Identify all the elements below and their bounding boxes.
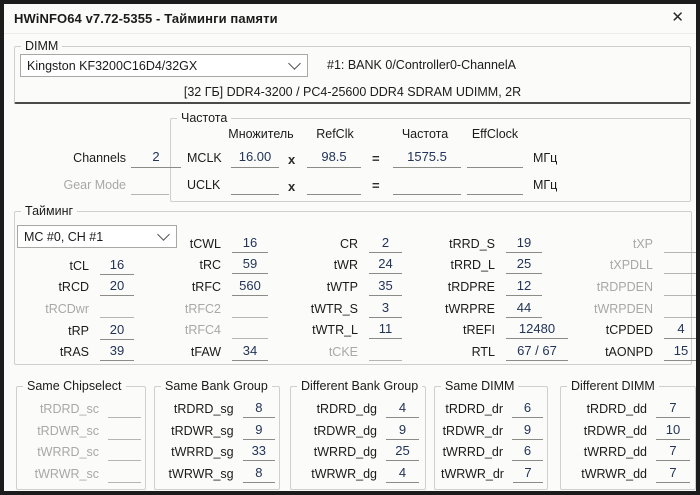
- timing-label: tRP: [68, 323, 89, 338]
- timing-value: 33: [243, 443, 275, 461]
- uclk-label: UCLK: [187, 178, 221, 192]
- table-row: [161, 442, 275, 464]
- timing-label: tRDRD_dg: [316, 401, 377, 416]
- timing-row-tRCD: [22, 277, 134, 299]
- timing-row-tXPDLL: [560, 255, 698, 277]
- mclk-effclock-value: [467, 149, 523, 168]
- timing-row-tRC: [144, 255, 268, 277]
- table-row: [567, 420, 691, 442]
- dimm-slot-info: #1: BANK 0/Controller0-ChannelA: [327, 58, 516, 72]
- table-row: [567, 442, 691, 464]
- timing-label: tFAW: [190, 344, 221, 359]
- timing-value: 8: [243, 465, 275, 483]
- table-row: [23, 463, 141, 485]
- timing-row-tRP: [22, 320, 134, 342]
- timing-value: [664, 235, 698, 253]
- table-row: [23, 442, 141, 464]
- timing-label: tRDWR_dd: [583, 423, 647, 438]
- timing-label: tWRRD_dg: [313, 445, 377, 460]
- window-title: HWiNFO64 v7.72-5355 - Тайминги памяти: [14, 11, 278, 26]
- table-row: [567, 398, 691, 420]
- timing-row-tRDPRE: [412, 276, 568, 298]
- timing-value: 560: [232, 278, 268, 296]
- same-dimm-group: [434, 379, 548, 490]
- titlebar: [4, 4, 696, 34]
- table-row: [297, 420, 421, 442]
- timing-value: [664, 300, 698, 318]
- timing-row-tCKE: [274, 341, 402, 363]
- timing-row-tRFC2: [144, 298, 268, 320]
- mclk-label: MCLK: [187, 151, 222, 165]
- timing-label: tWTR_S: [310, 301, 358, 316]
- frequency-header-frequency: Частота: [401, 127, 449, 141]
- table-row: [441, 398, 543, 420]
- timing-row-tCPDED: [560, 319, 698, 341]
- timing-label: tAONPD: [605, 344, 653, 359]
- timing-label: tRDRD_sg: [173, 401, 234, 416]
- timing-row-tREFI: [412, 319, 568, 341]
- timing-label: tCWL: [189, 236, 221, 251]
- channels-label: Channels: [73, 151, 126, 165]
- timing-label: tRDPRE: [447, 279, 495, 294]
- timing-group-label: Тайминг: [21, 204, 77, 218]
- table-row: [161, 420, 275, 442]
- timing-value: 2: [369, 235, 402, 253]
- timing-value: 4: [386, 465, 419, 483]
- timing-col-5: [560, 233, 698, 363]
- timing-row-tWRPRE: [412, 298, 568, 320]
- timing-label: tWRWR_dr: [441, 467, 504, 482]
- timing-label: tRCD: [58, 280, 89, 295]
- timing-value: 4: [386, 400, 419, 418]
- timing-col-1: [22, 255, 134, 363]
- same-bank-group-title: Same Bank Group: [161, 379, 272, 393]
- timing-value: [100, 300, 134, 318]
- timing-value: 67 / 67: [506, 343, 568, 361]
- timing-value: [232, 300, 268, 318]
- timing-value: 34: [232, 343, 268, 361]
- timing-label: tRRD_L: [450, 258, 495, 273]
- dimm-selector[interactable]: [20, 54, 308, 77]
- timing-row-tRFC4: [144, 319, 268, 341]
- timing-row-tXP: [560, 233, 698, 255]
- timing-value: 8: [243, 400, 275, 418]
- timing-label: tCL: [69, 258, 89, 273]
- timing-label: tRDWR_sc: [37, 423, 99, 438]
- timing-value: 7: [656, 443, 690, 461]
- timing-label: tRDRD_dr: [445, 401, 503, 416]
- timing-value: [108, 422, 141, 440]
- timing-value: 10: [656, 422, 690, 440]
- timing-value: 12: [506, 278, 542, 296]
- close-icon[interactable]: ✕: [671, 9, 684, 26]
- timing-label: tRCDwr: [45, 301, 89, 316]
- timing-value: 7: [513, 465, 543, 483]
- timing-label: tWRRD_sg: [171, 445, 234, 460]
- timing-value: [664, 256, 698, 274]
- timing-row-tWTP: [274, 276, 402, 298]
- table-row: [23, 420, 141, 442]
- different-dimm-group: [560, 379, 696, 490]
- timing-value: [108, 400, 141, 418]
- timing-value: 4: [664, 321, 698, 339]
- timing-label: tXPDLL: [609, 258, 653, 273]
- timing-value: 24: [369, 256, 402, 274]
- same-chipselect-group: [16, 379, 146, 490]
- timing-row-tCWL: [144, 233, 268, 255]
- same-dimm-title: Same DIMM: [441, 379, 518, 393]
- timing-row-RTL: [412, 341, 568, 363]
- timing-label: tRAS: [59, 345, 89, 360]
- timing-label: tCKE: [328, 344, 358, 359]
- timing-label: tRRD_S: [449, 236, 495, 251]
- timing-value: [664, 278, 698, 296]
- dimm-module-info: [32 ГБ] DDR4-3200 / PC4-25600 DDR4 SDRAM UDIMM, 2R: [183, 85, 522, 99]
- timing-value: 9: [243, 422, 275, 440]
- timing-row-tRAS: [22, 341, 134, 363]
- uclk-effclock-value: [467, 176, 523, 195]
- channels-value: 2: [131, 149, 181, 168]
- table-row: [161, 463, 275, 485]
- timing-value: 12480: [506, 321, 568, 339]
- timing-value: 20: [100, 322, 134, 340]
- timing-label: CR: [339, 236, 358, 251]
- timing-value: [232, 321, 268, 339]
- timing-value: 25: [506, 256, 542, 274]
- timing-row-tRCDwr: [22, 298, 134, 320]
- multiply-sign: x: [288, 179, 296, 194]
- timing-value: 16: [232, 235, 268, 253]
- timing-label: tXP: [632, 236, 653, 251]
- table-row: [567, 463, 691, 485]
- frequency-group-label: Частота: [177, 111, 231, 125]
- timing-label: tWRWR_sg: [168, 467, 234, 482]
- timing-label: tRDRD_sc: [39, 401, 99, 416]
- different-bank-group: [290, 379, 426, 490]
- mclk-frequency-value: 1575.5: [393, 149, 461, 168]
- timing-label: tWRRD_dr: [442, 445, 503, 460]
- timing-value: 25: [386, 443, 419, 461]
- frequency-header-effclock: EffClock: [471, 127, 519, 141]
- timing-label: tWRWR_dd: [581, 467, 647, 482]
- chevron-down-icon: [288, 57, 301, 70]
- timing-label: tWR: [333, 258, 358, 273]
- timing-value: [108, 465, 141, 483]
- timing-value: 6: [512, 443, 543, 461]
- timing-label: RTL: [471, 344, 495, 359]
- same-chipselect-title: Same Chipselect: [23, 379, 126, 393]
- timing-value: [369, 343, 402, 361]
- timing-channel-selector-value: MC #0, CH #1: [24, 229, 104, 244]
- timing-value: 15: [664, 343, 698, 361]
- timing-value: 20: [100, 278, 134, 296]
- uclk-frequency-value: [393, 176, 461, 195]
- mclk-unit: МГц: [533, 151, 558, 165]
- different-bank-group-title: Different Bank Group: [297, 379, 422, 393]
- table-row: [297, 463, 421, 485]
- frequency-header-refclk: RefClk: [316, 127, 354, 141]
- timing-label: tWTR_L: [312, 323, 358, 338]
- timing-col-2: [144, 233, 268, 363]
- timing-row-tWTR_S: [274, 298, 402, 320]
- gear-mode-value: [131, 176, 169, 195]
- timing-label: tRFC: [191, 279, 221, 294]
- timing-row-tRRD_S: [412, 233, 568, 255]
- timing-label: tRDWR_dg: [313, 423, 377, 438]
- timing-value: 59: [232, 256, 268, 274]
- timing-label: tWRRD_sc: [37, 445, 99, 460]
- timing-label: tWRPDEN: [593, 301, 653, 316]
- frequency-header-multiplier: Множитель: [228, 127, 294, 141]
- timing-value: 19: [506, 235, 542, 253]
- timing-row-tFAW: [144, 341, 268, 363]
- timing-value: 9: [512, 422, 543, 440]
- mclk-refclk-value: 98.5: [307, 149, 361, 168]
- timing-value: 3: [369, 300, 402, 318]
- timing-value: 7: [656, 465, 690, 483]
- timing-value: 9: [386, 422, 419, 440]
- timing-label: tRDRD_dd: [586, 401, 647, 416]
- table-row: [441, 463, 543, 485]
- dimm-selector-value: Kingston KF3200C16D4/32GX: [27, 58, 198, 73]
- timing-label: tRC: [199, 258, 221, 273]
- timing-row-tCL: [22, 255, 134, 277]
- uclk-multiplier-value: [231, 176, 279, 195]
- timing-label: tRFC2: [184, 301, 221, 316]
- timing-label: tRDWR_dr: [442, 423, 503, 438]
- timing-value: 11: [369, 321, 402, 339]
- mclk-multiplier-value: 16.00: [231, 149, 279, 168]
- timing-label: tREFI: [463, 323, 495, 338]
- table-row: [297, 442, 421, 464]
- timing-value: 44: [506, 300, 542, 318]
- table-row: [297, 398, 421, 420]
- timing-label: tWRWR_sc: [34, 467, 99, 482]
- timing-row-tRFC: [144, 276, 268, 298]
- timing-col-3: [274, 233, 402, 363]
- table-row: [441, 442, 543, 464]
- timing-row-tAONPD: [560, 341, 698, 363]
- timing-row-tWR: [274, 255, 402, 277]
- uclk-unit: МГц: [533, 178, 558, 192]
- same-bank-group: [154, 379, 280, 490]
- timing-row-tWTR_L: [274, 319, 402, 341]
- timing-row-tRRD_L: [412, 255, 568, 277]
- timing-col-4: [412, 233, 568, 363]
- uclk-refclk-value: [307, 176, 361, 195]
- timing-label: tWRWR_dg: [311, 467, 377, 482]
- timing-value: [108, 443, 141, 461]
- timing-row-CR: [274, 233, 402, 255]
- different-dimm-title: Different DIMM: [567, 379, 659, 393]
- table-row: [23, 398, 141, 420]
- timing-label: tCPDED: [605, 323, 653, 338]
- timing-label: tRFC4: [184, 323, 221, 338]
- timing-label: tWTP: [326, 279, 358, 294]
- timing-label: tWRPRE: [445, 301, 495, 316]
- timing-value: 35: [369, 278, 402, 296]
- equals-sign: =: [372, 178, 380, 193]
- timing-value: 16: [100, 257, 134, 275]
- timing-label: tWRRD_dd: [583, 445, 647, 460]
- table-row: [161, 398, 275, 420]
- equals-sign: =: [372, 151, 380, 166]
- timing-row-tWRPDEN: [560, 298, 698, 320]
- timing-value: 6: [512, 400, 543, 418]
- multiply-sign: x: [288, 152, 296, 167]
- table-row: [441, 420, 543, 442]
- timing-label: tRDWR_sg: [171, 423, 234, 438]
- timing-value: 7: [656, 400, 690, 418]
- timing-value: 39: [100, 343, 134, 361]
- gear-mode-label: Gear Mode: [63, 178, 126, 192]
- dimm-group: [14, 39, 691, 104]
- timing-row-tRDPDEN: [560, 276, 698, 298]
- timing-label: tRDPDEN: [596, 279, 653, 294]
- dimm-group-label: DIMM: [21, 39, 62, 53]
